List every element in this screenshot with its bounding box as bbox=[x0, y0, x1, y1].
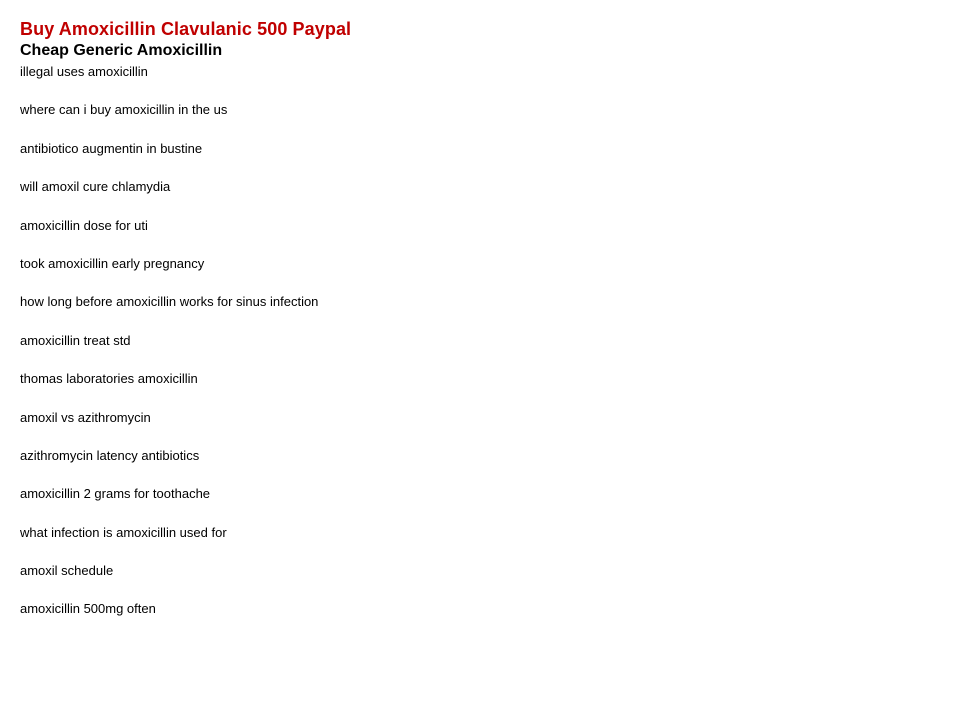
text-line: antibiotico augmentin in bustine bbox=[20, 140, 203, 156]
page-subtitle: Cheap Generic Amoxicillin bbox=[20, 42, 223, 59]
text-line: will amoxil cure chlamydia bbox=[20, 179, 171, 195]
text-line: amoxicillin 2 grams for toothache bbox=[20, 486, 211, 502]
text-line-list bbox=[20, 64, 940, 616]
text-line: what infection is amoxicillin used for bbox=[20, 524, 227, 540]
text-line: azithromycin latency antibiotics bbox=[20, 447, 200, 463]
text-line: amoxicillin dose for uti bbox=[20, 217, 148, 233]
text-line: where can i buy amoxicillin in the us bbox=[20, 102, 228, 118]
text-line: illegal uses amoxicillin bbox=[20, 64, 148, 79]
text-line: amoxicillin 500mg often bbox=[20, 601, 156, 617]
text-line: amoxil schedule bbox=[20, 563, 114, 579]
text-line: how long before amoxicillin works for sinus infection bbox=[20, 294, 319, 310]
page-title: Buy Amoxicillin Clavulanic 500 Paypal bbox=[20, 19, 352, 39]
text-line: took amoxicillin early pregnancy bbox=[20, 255, 205, 271]
document-page bbox=[20, 18, 940, 640]
text-line: amoxicillin treat std bbox=[20, 332, 131, 348]
text-line: amoxil vs azithromycin bbox=[20, 409, 151, 425]
text-line: thomas laboratories amoxicillin bbox=[20, 371, 198, 387]
